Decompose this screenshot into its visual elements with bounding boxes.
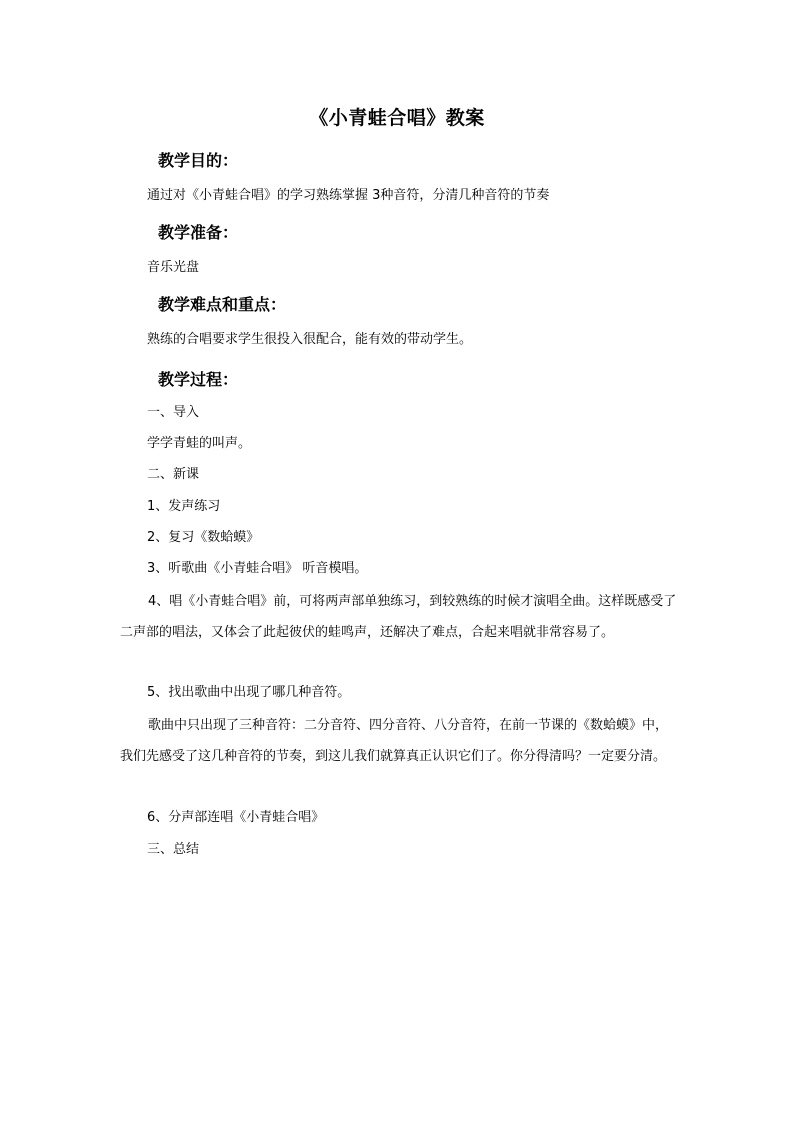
process-step5-text: 歌曲中只出现了三种音符：二分音符、四分音符、八分音符，在前一节课的《数蛤蟆》中，我们先感受了这几种音符的节奏，到这儿我们就算真正认识它们了。你分得清吗？一定要分清。 xyxy=(120,718,669,764)
process-step2: 2、复习《数蛤蟆》 xyxy=(147,530,260,545)
process-part2-title: 二、新课 xyxy=(147,467,200,482)
process-heading: 教学过程： xyxy=(158,370,239,389)
difficulty-heading: 教学难点和重点： xyxy=(158,295,287,314)
objective-heading: 教学目的： xyxy=(158,151,239,170)
process-part1-title: 一、导入 xyxy=(147,405,200,420)
process-step4: 4、唱《小青蛙合唱》前，可将两声部单独练习，到较熟练的时候才演唱全曲。这样既感受了二声部的唱法，又体会了此起彼伏的蛙鸣声，还解决了难点，合起来唱就非常容易了。 xyxy=(120,594,677,640)
process-step5: 5、找出歌曲中出现了哪几种音符。 xyxy=(147,685,351,700)
objective-text: 通过对《小青蛙合唱》的学习熟练掌握 3种音符，分清几种音符的节奏 xyxy=(147,188,550,203)
difficulty-text: 熟练的合唱要求学生很投入很配合，能有效的带动学生。 xyxy=(147,332,473,347)
process-step1: 1、发声练习 xyxy=(147,499,221,514)
preparation-text: 音乐光盘 xyxy=(147,260,200,275)
process-part3-title: 三、总结 xyxy=(147,842,200,857)
preparation-heading: 教学准备： xyxy=(158,223,239,242)
process-part1-text: 学学青蛙的叫声。 xyxy=(147,436,252,451)
process-step3: 3、听歌曲《小青蛙合唱》 听音模唱。 xyxy=(147,561,368,576)
document-title: 《小青蛙合唱》教案 xyxy=(309,107,485,129)
process-step6: 6、分声部连唱《小青蛙合唱》 xyxy=(147,810,325,825)
